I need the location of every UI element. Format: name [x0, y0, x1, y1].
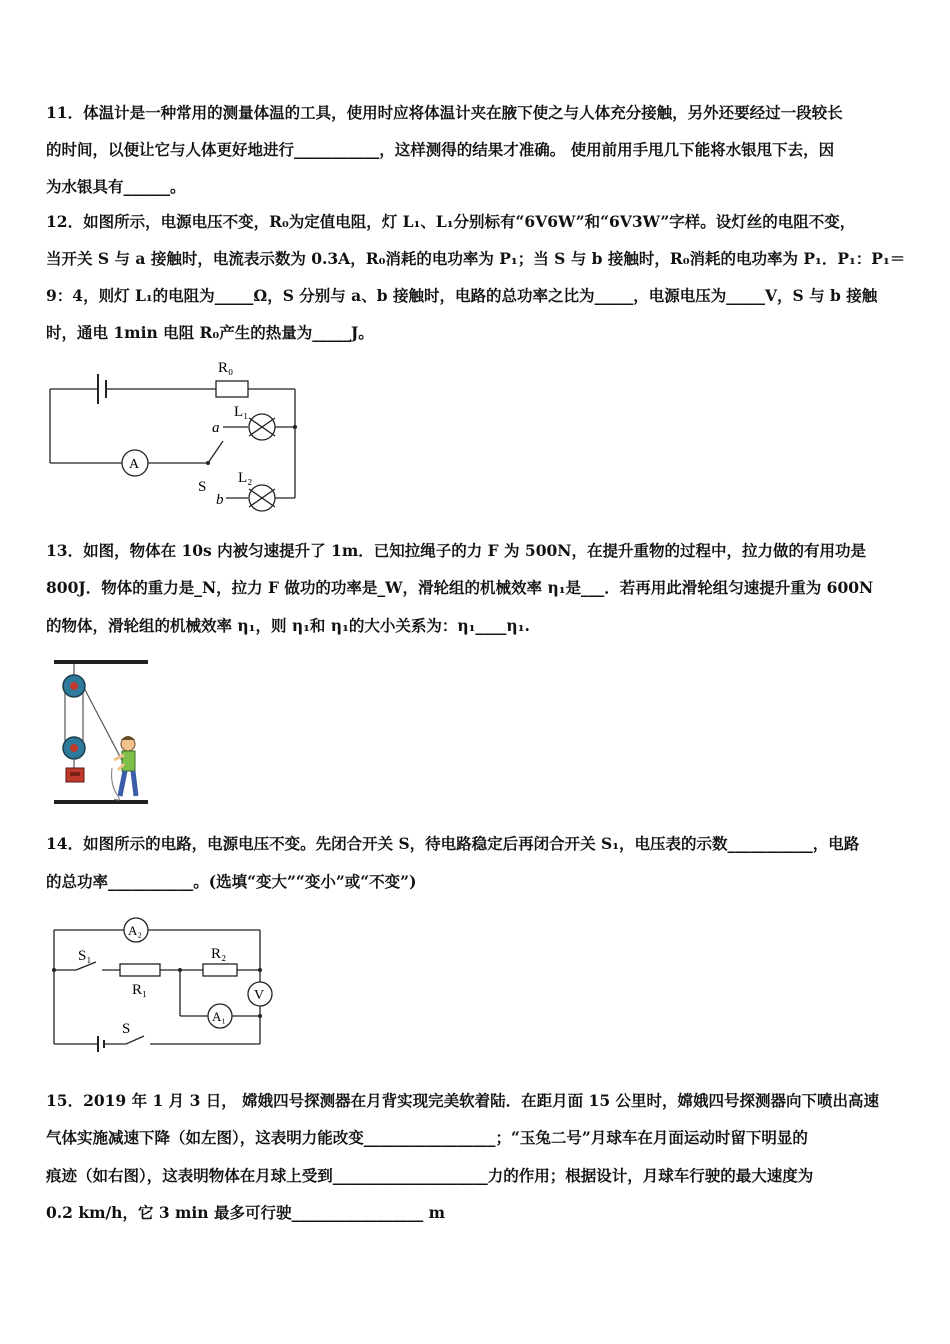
switch-pivot [206, 461, 210, 465]
q15-line-2: 气体实施减速下降（如左图），这表明力能改变_________________；“玉兔二号”月球车在月面运动时留下明显的 [46, 1128, 808, 1147]
label-l2: L₂ [238, 470, 253, 486]
q12-line-4: 时，通电 1min 电阻 R₀产生的热量为_____J。 [46, 323, 374, 342]
q15-line-4: 0.2 km/h，它 3 min 最多可行驶_________________ m [46, 1203, 446, 1222]
junction-dot [293, 425, 297, 429]
q13-line-1: 13．如图，物体在 10s 内被匀速提升了 1m．已知拉绳子的力 F 为 500N，在提升重物的过程中，拉力做的有用功是 [46, 541, 866, 560]
label-r0: R₀ [218, 360, 234, 376]
q13-line-2: 800J．物体的重力是_N，拉力 F 做功的功率是_W，滑轮组的机械效率 η₁是___．若再用此滑轮组匀速提升重为 600N [46, 578, 874, 597]
q14-line-1: 14．如图所示的电路，电源电压不变。先闭合开关 S，待电路稳定后再闭合开关 S₁，电压表的示数___________，电路 [46, 834, 860, 853]
label-s: S [198, 479, 207, 495]
label-a1: A₁ [212, 1009, 226, 1024]
label-a: a [212, 420, 220, 436]
label-b: b [216, 492, 224, 508]
q12-line-1: 12．如图所示，电源电压不变，R₀为定值电阻，灯 L₁、L₁分别标有“6V6W”和“6V3W”字样。设灯丝的电阻不变， [46, 212, 856, 231]
q12-line-2: 当开关 S 与 a 接触时，电流表示数为 0.3A，R₀消耗的电功率为 P₁；当 S 与 b 接触时，R₀消耗的电功率为 P₁．P₁：P₁＝ [46, 249, 906, 268]
q13-line-3: 的物体，滑轮组的机械效率 η₁，则 η₁和 η₁的大小关系为：η₁____η₁. [46, 616, 530, 635]
label-l1: L₁ [234, 404, 249, 420]
label-s1: S₁ [78, 948, 92, 964]
label-r1: R₁ [132, 982, 148, 998]
q13-pulley-figure [52, 656, 152, 811]
q15-line-1: 15．2019 年 1 月 3 日， 嫦娥四号探测器在月背实现完美软着陆．在距月面 15 公里时，嫦娥四号探测器向下喷出高速 [46, 1091, 880, 1110]
q14-circuit-diagram [46, 912, 286, 1057]
label-a2: A₂ [128, 923, 142, 938]
q14-line-2: 的总功率___________。(选填“变大”“变小”或“不变”) [46, 872, 417, 891]
q11-line-3: 为水银具有______。 [46, 177, 186, 196]
label-s: S [122, 1021, 131, 1037]
person-pulling [112, 736, 136, 800]
ammeter-label: A [129, 457, 140, 472]
label-r2: R₂ [211, 946, 227, 962]
q12-circuit-diagram [40, 352, 310, 512]
q11-line-2: 的时间，以便让它与人体更好地进行___________，这样测得的结果才准确。 使用前用手甩几下能将水银甩下去，因 [46, 140, 835, 159]
q15-line-3: 痕迹（如右图），这表明物体在月球上受到____________________力的作用；根据设计，月球车行驶的最大速度为 [46, 1166, 814, 1185]
label-v: V [254, 988, 265, 1003]
q12-line-3: 9：4，则灯 L₁的电阻为_____Ω，S 分别与 a、b 接触时，电路的总功率之比为_____，电源电压为_____V，S 与 b 接触 [46, 286, 878, 305]
q11-line-1: 11．体温计是一种常用的测量体温的工具，使用时应将体温计夹在腋下使之与人体充分接触，另外还要经过一段较长 [46, 103, 843, 122]
